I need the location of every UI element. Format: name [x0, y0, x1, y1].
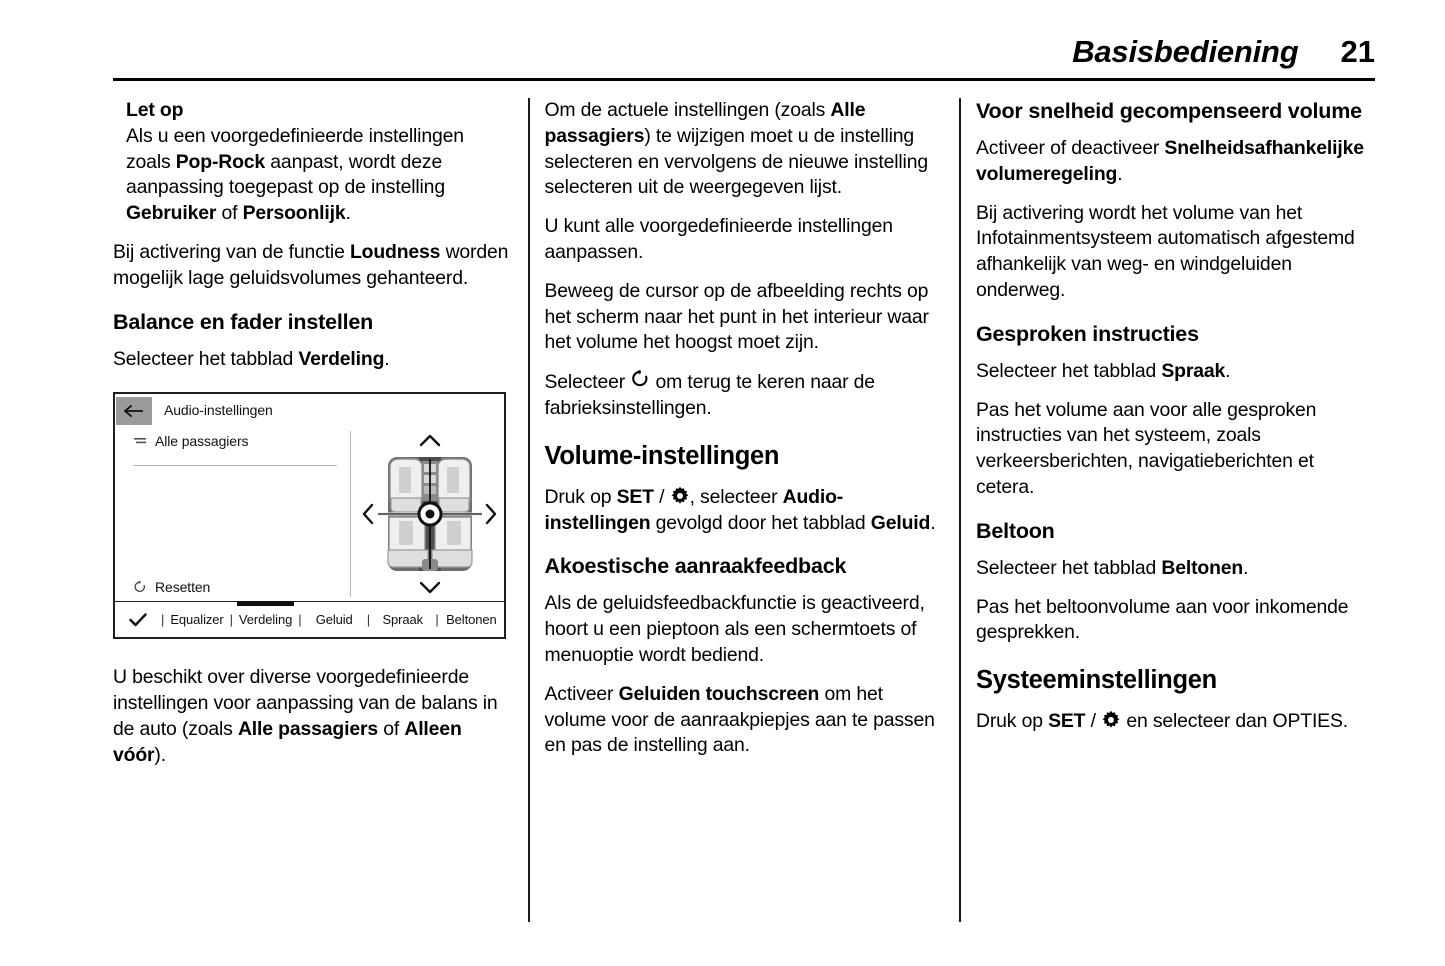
reset-circular-arrow-icon: [630, 369, 650, 391]
paragraph-press-set-options: [976, 709, 1376, 735]
paragraph-adjust-presets: U kunt alle voorgedefinieerde instellingen aanpassen.: [544, 215, 893, 263]
reset-post-text: om terug te keren naar de fabrieksinstellingen.: [544, 371, 875, 419]
back-arrow-icon: [123, 404, 145, 418]
system-pre-text: Druk op: [976, 710, 1049, 733]
paragraph-activate-touchsounds: Activeer Geluiden touchscreen om het volume voor de aanraakpiepjes aan te passen en pas de instelling aan.: [544, 682, 935, 757]
emphasis-term: Verdeling: [298, 347, 385, 370]
screen-left-pane: [115, 427, 347, 601]
screen-topbar: [115, 394, 504, 426]
emphasis-term: Spraak: [1161, 359, 1226, 382]
emphasis-term: Audio-instellingen: [544, 485, 844, 534]
heading-systeeminstellingen: Systeeminstellingen: [976, 666, 1217, 695]
paragraph-move-cursor: Beweeg de cursor op de afbeelding rechts op het scherm naar het punt in het interieur waar het volume het hoogst moet zijn.: [544, 279, 929, 354]
heading-speed-volume: Voor snelheid gecompenseerd volume: [976, 99, 1362, 123]
paragraph-spoken-detail: Pas het volume aan voor alle gesproken instructies van het systeem, zoals verkeersberichten, navigatieberichten et cetera.: [976, 398, 1317, 498]
tab-separator: |: [298, 612, 302, 628]
tab-verdeling[interactable]: [233, 602, 298, 637]
screen-body: [115, 427, 504, 601]
paragraph-select-beltonen: Selecteer het tabblad Beltonen.: [976, 556, 1249, 579]
heading-beltoon: Beltoon: [976, 518, 1055, 543]
tab-separator: |: [366, 612, 371, 628]
list-lines-icon: [133, 435, 147, 447]
page-title: Basisbediening: [1072, 34, 1299, 69]
emphasis-term: Geluiden touchscreen: [618, 682, 820, 705]
set-post-text: , selecteer Audio-instellingen gevolgd door het tabblad Geluid.: [544, 485, 936, 534]
emphasis-term: Snelheidsafhankelijke volumeregeling: [976, 137, 1364, 185]
screen-tabbar: [115, 601, 504, 637]
emphasis-term: Loudness: [349, 240, 441, 263]
system-slash: /: [1085, 710, 1102, 733]
emphasis-term: Pop-Rock: [175, 150, 266, 173]
heading-gesproken-instructies: Gesproken instructies: [976, 321, 1199, 346]
set-pre-text: Druk op: [544, 485, 617, 508]
list-item-label: Alle passagiers: [155, 433, 249, 450]
reset-button[interactable]: [133, 579, 210, 595]
chevron-up-icon[interactable]: [419, 429, 441, 451]
car-seats-top-view-icon[interactable]: [372, 451, 488, 577]
tab-equalizer[interactable]: [164, 602, 229, 637]
screen-right-pane: [355, 427, 504, 601]
paragraph-reset-factory: [545, 369, 945, 422]
emphasis-term: Persoonlijk: [242, 202, 346, 225]
paragraph-ringtone-detail: Pas het beltoonvolume aan voor inkomende gesprekken.: [976, 595, 1349, 644]
pane-divider: [350, 431, 351, 597]
paragraph-speed-activate: Activeer of deactiveer Snelheidsafhankelijke volumeregeling.: [976, 137, 1364, 185]
tab-beltonen-label: Beltonen: [446, 612, 497, 628]
checkmark-button[interactable]: [115, 613, 161, 627]
content-columns: [113, 98, 1376, 924]
reset-circular-arrow-icon: [133, 580, 147, 595]
paragraph-loudness: Bij activering van de functie Loudness worden mogelijk lage geluidsvolumes gehanteerd.: [113, 240, 509, 289]
reset-pre-text: Selecteer: [544, 371, 631, 394]
tab-geluid-label: Geluid: [315, 612, 353, 628]
heading-balance-fader: Balance en fader instellen: [113, 309, 374, 334]
tab-spraak-label: Spraak: [382, 612, 424, 628]
system-set-keyword: SET: [1048, 710, 1086, 733]
gear-icon: [670, 486, 690, 506]
screen-title: Audio-instellingen: [164, 402, 273, 419]
checkmark-icon: [129, 613, 147, 627]
header-divider: [113, 78, 1375, 81]
page-number: 21: [1340, 34, 1375, 69]
emphasis-term: Gebruiker: [126, 202, 217, 225]
paragraph-feedback: Als de geluidsfeedbackfunctie is geactiveerd, hoort u een pieptoon als een schermtoets of menuoptie wordt bediend.: [544, 592, 925, 666]
gear-icon: [1101, 710, 1121, 730]
note-label: Let op: [126, 99, 184, 121]
paragraph-speed-detail: Bij activering wordt het volume van het Infotainmentsysteem automatisch afgestemd afhankelijk van weg- en windgeluiden onderweg.: [976, 201, 1355, 301]
column-1: [113, 98, 513, 924]
emphasis-term: Alle passagiers: [237, 717, 378, 740]
emphasis-term: Beltonen: [1161, 556, 1244, 579]
chevron-down-icon[interactable]: [419, 577, 441, 599]
emphasis-term: Alleen vóór: [113, 717, 462, 766]
emphasis-term: Alle passagiers: [544, 99, 866, 147]
column-3: [976, 98, 1376, 924]
tab-equalizer-label: Equalizer: [170, 612, 224, 628]
tab-separator: |: [435, 612, 439, 628]
list-item-alle-passagiers[interactable]: [133, 433, 248, 449]
note-text: Als u een voorgedefinieerde instellingen zoals Pop-Rock aanpast, wordt deze aanpassing toegepast op de instelling Gebruiker of Persoonlijk.: [126, 124, 464, 225]
tab-spraak[interactable]: [370, 602, 435, 637]
set-keyword: SET: [616, 485, 654, 508]
column-divider-1: [513, 98, 545, 924]
paragraph-change-settings: Om de actuele instellingen (zoals Alle passagiers) te wijzigen moet u de instelling selecteren en vervolgens de nieuwe instelling selecteren uit de weergegeven lijst.: [544, 99, 928, 199]
system-post-text: en selecteer dan OPTIES.: [1121, 710, 1348, 733]
column-2: [545, 98, 945, 924]
set-slash: /: [653, 485, 670, 508]
emphasis-term: Geluid: [870, 511, 931, 534]
heading-akoestische-feedback: Akoestische aanraakfeedback: [544, 554, 847, 579]
note-block: [113, 98, 513, 227]
tab-separator: |: [161, 612, 165, 628]
paragraph-select-spraak: Selecteer het tabblad Spraak.: [976, 359, 1231, 382]
tab-beltonen[interactable]: [439, 602, 504, 637]
tab-separator: |: [229, 612, 233, 628]
back-button[interactable]: [116, 397, 152, 425]
reset-label: Resetten: [155, 579, 211, 596]
page-header: [113, 36, 1375, 78]
tab-geluid[interactable]: [302, 602, 367, 637]
paragraph-select-verdeling: Selecteer het tabblad Verdeling.: [113, 347, 390, 370]
list-divider: [133, 465, 337, 466]
infotainment-screen-figure: [113, 392, 506, 639]
paragraph-press-set: [545, 485, 945, 537]
heading-volume-instellingen: Volume-instellingen: [544, 441, 780, 470]
paragraph-presets: U beschikt over diverse voorgedefinieerde instellingen voor aanpassing van de balans in de auto (zoals Alle passagiers of Alleen vóór).: [113, 666, 498, 766]
column-divider-2: [945, 98, 977, 924]
tab-verdeling-label: Verdeling: [238, 612, 293, 628]
